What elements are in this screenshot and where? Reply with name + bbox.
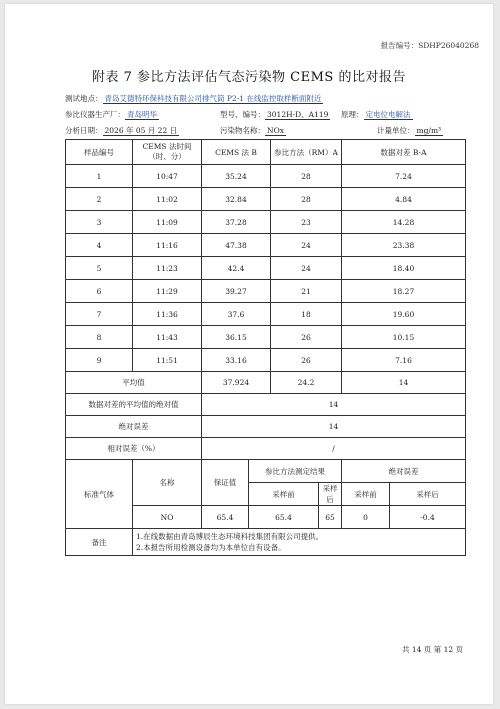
table-row — [66, 257, 466, 280]
std-result-label: 参比方法测定结果 — [249, 460, 342, 483]
model-value: 3012H-D、A119 — [267, 110, 329, 119]
diff-value-cell: 23.38 — [342, 234, 466, 257]
cems-time-cell: 11:36 — [133, 303, 202, 326]
diff-value-cell: 18.40 — [342, 257, 466, 280]
avg-label: 平均值 — [66, 372, 202, 394]
res-before-label: 采样前 — [249, 483, 319, 506]
table-row — [66, 326, 466, 349]
cems-value-cell: 35.24 — [202, 165, 271, 188]
unit-value: mg/m³ — [416, 126, 442, 135]
abs-mean-row — [66, 394, 466, 416]
table-header-row — [66, 140, 466, 165]
rm-value-cell: 26 — [271, 349, 342, 372]
std-cert-label: 保证值 — [202, 460, 249, 506]
principle-label: 原理： — [341, 110, 364, 119]
cems-time-cell: 11:43 — [133, 326, 202, 349]
sample-no-cell: 2 — [66, 188, 133, 211]
header-sample-no: 样品编号 — [66, 140, 133, 165]
cems-value-cell: 39.27 — [202, 280, 271, 303]
note-label: 备注 — [66, 529, 133, 556]
diff-value-cell: 18.27 — [342, 280, 466, 303]
note-line-2: 2.本报告所用检测设备均为本单位自有设备。 — [136, 543, 286, 552]
err-before-value: 0 — [342, 506, 390, 529]
sample-no-cell: 7 — [66, 303, 133, 326]
sample-no-cell: 9 — [66, 349, 133, 372]
report-page — [5, 4, 493, 704]
standard-gas-header-row — [66, 460, 466, 483]
meta-maker — [65, 109, 159, 120]
sample-no-cell: 1 — [66, 165, 133, 188]
avg-rm: 24.2 — [271, 372, 342, 394]
cems-value-cell: 32.84 — [202, 188, 271, 211]
comparison-table — [65, 139, 466, 556]
rm-value-cell: 26 — [271, 326, 342, 349]
sample-no-cell: 8 — [66, 326, 133, 349]
res-after-label: 采样后 — [319, 483, 342, 506]
table-row — [66, 211, 466, 234]
abs-err-value: 14 — [202, 416, 466, 438]
meta-model — [220, 109, 330, 120]
err-after-value: -0.4 — [390, 506, 466, 529]
rm-value-cell: 21 — [271, 280, 342, 303]
table-row — [66, 280, 466, 303]
err-before-label: 采样前 — [342, 483, 390, 506]
note-line-1: 1.在线数据由青岛博辰生态环境科技集团有限公司提供。 — [136, 532, 324, 541]
table-row — [66, 165, 466, 188]
maker-label: 参比仪器生产厂： — [65, 110, 125, 119]
cems-value-cell: 36.15 — [202, 326, 271, 349]
report-number: 报告编号：SDHP26040268 — [380, 41, 479, 50]
header-rm-a: 参比方法（RM）A — [271, 140, 342, 165]
table-row — [66, 188, 466, 211]
cems-time-cell: 11:51 — [133, 349, 202, 372]
abs-mean-label: 数据对差的平均值的绝对值 — [66, 394, 202, 416]
table-row — [66, 303, 466, 326]
sample-no-cell: 4 — [66, 234, 133, 257]
table-row — [66, 234, 466, 257]
meta-principle — [341, 109, 413, 120]
meta-site — [65, 93, 323, 104]
sample-no-cell: 3 — [66, 211, 133, 234]
cems-time-cell: 11:02 — [133, 188, 202, 211]
diff-value-cell: 7.24 — [342, 165, 466, 188]
site-value: 青岛艾德特环保科技有限公司排气筒 P2-1 在线监控取样断面附近 — [104, 94, 322, 103]
rm-value-cell: 28 — [271, 188, 342, 211]
maker-value: 青岛明华 — [127, 110, 157, 119]
std-gas-label: 标准气体 — [66, 460, 133, 529]
avg-diff: 14 — [342, 372, 466, 394]
std-cert-value: 65.4 — [202, 506, 249, 529]
diff-value-cell: 14.28 — [342, 211, 466, 234]
meta-date — [65, 125, 179, 136]
pollutant-value: NOx — [267, 126, 284, 135]
header-cems-time: CEMS 法时间（时、分） — [133, 140, 202, 165]
err-after-label: 采样后 — [390, 483, 466, 506]
note-content — [133, 529, 466, 556]
res-after-value: 65 — [319, 506, 342, 529]
cems-value-cell: 47.38 — [202, 234, 271, 257]
cems-value-cell: 37.28 — [202, 211, 271, 234]
date-value: 2026 年 05 月 22 日 — [104, 126, 178, 135]
rel-err-label: 相对误差（%） — [66, 438, 202, 460]
meta-pollutant — [220, 125, 286, 136]
cems-value-cell: 37.6 — [202, 303, 271, 326]
rm-value-cell: 18 — [271, 303, 342, 326]
rel-err-value: / — [202, 438, 466, 460]
cems-value-cell: 42.4 — [202, 257, 271, 280]
principle-value: 定电位电解法 — [365, 110, 411, 119]
abs-err-label: 绝对误差 — [66, 416, 202, 438]
diff-value-cell: 4.84 — [342, 188, 466, 211]
cems-value-cell: 33.16 — [202, 349, 271, 372]
rm-value-cell: 24 — [271, 257, 342, 280]
average-row — [66, 372, 466, 394]
cems-time-cell: 11:23 — [133, 257, 202, 280]
abs-error-row — [66, 416, 466, 438]
sample-no-cell: 5 — [66, 257, 133, 280]
model-label: 型号、编号： — [220, 110, 265, 119]
date-label: 分析日期： — [65, 126, 103, 135]
avg-cems: 37.924 — [202, 372, 271, 394]
rel-error-row — [66, 438, 466, 460]
res-before-value: 65.4 — [249, 506, 319, 529]
diff-value-cell: 10.15 — [342, 326, 466, 349]
std-name-label: 名称 — [133, 460, 202, 506]
rm-value-cell: 23 — [271, 211, 342, 234]
site-label: 测试地点： — [65, 94, 103, 103]
abs-mean-value: 14 — [202, 394, 466, 416]
cems-time-cell: 11:16 — [133, 234, 202, 257]
std-abs-err-label: 绝对误差 — [342, 460, 466, 483]
std-name-value: NO — [133, 506, 202, 529]
page-title: 附表 7 参比方法评估气态污染物 CEMS 的比对报告 — [92, 70, 406, 85]
header-cems-b: CEMS 法 B — [202, 140, 271, 165]
meta-unit — [377, 125, 443, 136]
note-row — [66, 529, 466, 556]
diff-value-cell: 19.60 — [342, 303, 466, 326]
diff-value-cell: 7.16 — [342, 349, 466, 372]
sample-no-cell: 6 — [66, 280, 133, 303]
table-row — [66, 349, 466, 372]
cems-time-cell: 10:47 — [133, 165, 202, 188]
cems-time-cell: 11:09 — [133, 211, 202, 234]
unit-label: 计量单位： — [377, 126, 415, 135]
cems-time-cell: 11:29 — [133, 280, 202, 303]
header-diff: 数据对差 B-A — [342, 140, 466, 165]
rm-value-cell: 24 — [271, 234, 342, 257]
page-footer: 共 14 页 第 12 页 — [401, 645, 463, 654]
pollutant-label: 污染物名称： — [220, 126, 265, 135]
rm-value-cell: 28 — [271, 165, 342, 188]
